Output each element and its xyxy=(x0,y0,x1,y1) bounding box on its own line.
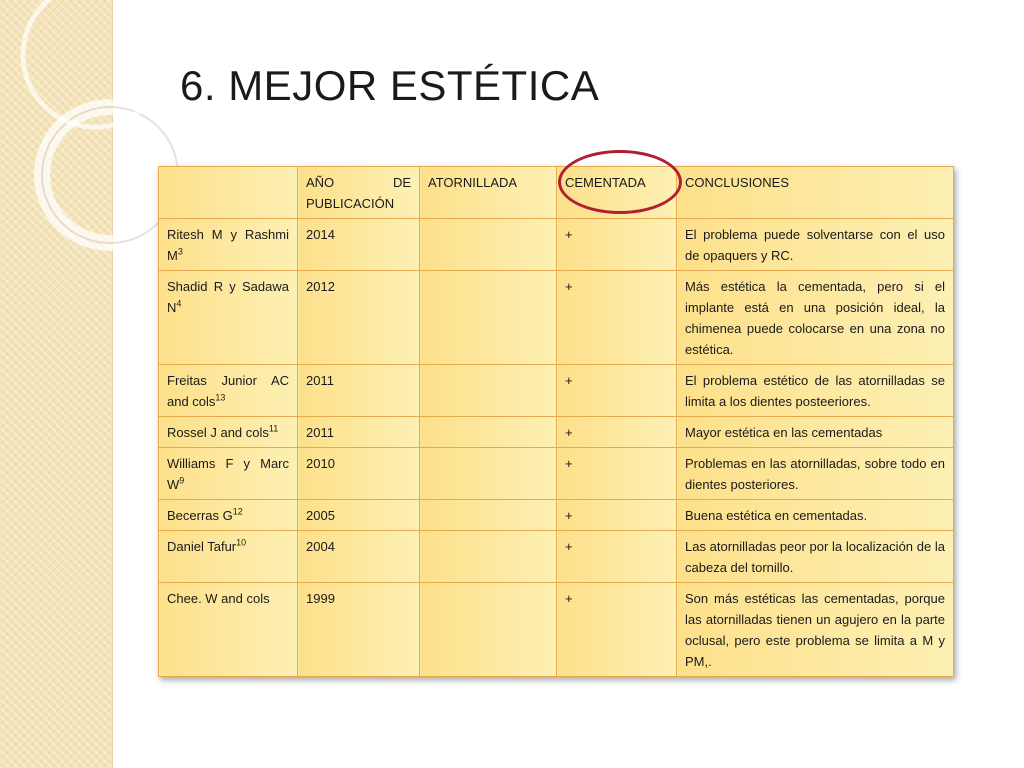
year-cell-text: 1999 xyxy=(306,591,335,606)
conclusion-cell-text: Mayor estética en las cementadas xyxy=(685,425,883,440)
author-cell xyxy=(159,531,298,583)
header-cell-empty xyxy=(159,167,298,219)
conclusion-cell-text: Buena estética en cementadas. xyxy=(685,508,868,523)
table-row xyxy=(159,365,954,417)
table-header-row xyxy=(159,167,954,219)
cementada-cell xyxy=(557,417,677,448)
cementada-cell-text: + xyxy=(565,227,573,242)
cementada-highlight-circle xyxy=(558,150,682,214)
year-cell xyxy=(298,365,420,417)
table-row xyxy=(159,500,954,531)
author-cell-text: Becerras G xyxy=(167,508,233,523)
author-cell-text: Daniel Tafur xyxy=(167,539,237,554)
conclusion-cell xyxy=(677,500,954,531)
table-row xyxy=(159,219,954,271)
atornillada-cell xyxy=(420,500,557,531)
year-cell-text: 2005 xyxy=(306,508,335,523)
author-cell-text: Rossel J and cols xyxy=(167,425,269,440)
cementada-cell-text: + xyxy=(565,539,573,554)
cementada-cell-text: + xyxy=(565,591,573,606)
reference-number: 3 xyxy=(177,246,183,257)
author-cell-text: Freitas Junior AC and cols xyxy=(167,373,289,409)
cementada-cell xyxy=(557,500,677,531)
cementada-cell-text: + xyxy=(565,456,573,471)
conclusion-cell xyxy=(677,271,954,365)
author-cell xyxy=(159,365,298,417)
year-cell xyxy=(298,583,420,677)
cementada-cell xyxy=(557,219,677,271)
conclusion-cell xyxy=(677,531,954,583)
header-cell-cementada: CEMENTADA xyxy=(557,167,677,219)
author-cell xyxy=(159,271,298,365)
slide-title: 6. MEJOR ESTÉTICA xyxy=(180,62,600,109)
header-cell-conclusiones: CONCLUSIONES xyxy=(677,167,954,219)
year-cell-text: 2014 xyxy=(306,227,335,242)
reference-number: 12 xyxy=(232,506,243,517)
reference-number: 4 xyxy=(176,298,182,309)
author-cell xyxy=(159,417,298,448)
year-cell-text: 2010 xyxy=(306,456,335,471)
atornillada-cell xyxy=(420,271,557,365)
year-cell-text: 2011 xyxy=(306,425,334,440)
conclusion-cell-text: El problema estético de las atornilladas se limita a los dientes posteeriores. xyxy=(685,373,945,409)
conclusion-cell-text: Problemas en las atornilladas, sobre todo en dientes posteriores. xyxy=(685,456,945,492)
table-body xyxy=(159,219,954,677)
year-cell xyxy=(298,417,420,448)
cementada-cell xyxy=(557,583,677,677)
reference-number: 9 xyxy=(179,475,185,486)
reference-number: 13 xyxy=(215,392,226,403)
header-cell-atornillada: ATORNILLADA xyxy=(420,167,557,219)
atornillada-cell xyxy=(420,583,557,677)
year-cell xyxy=(298,448,420,500)
cementada-cell-text: + xyxy=(565,373,573,388)
year-cell xyxy=(298,500,420,531)
table-row xyxy=(159,448,954,500)
table-row xyxy=(159,271,954,365)
cementada-cell xyxy=(557,271,677,365)
year-cell-text: 2012 xyxy=(306,279,335,294)
author-cell xyxy=(159,583,298,677)
conclusion-cell-text: Son más estéticas las cementadas, porque las atornilladas tienen un agujero en la parte oclusal, pero este problema se limita a M y PM,. xyxy=(685,591,945,669)
header-cell-year: AÑO DE PUBLICACIÓN xyxy=(298,167,420,219)
cementada-cell xyxy=(557,531,677,583)
conclusion-cell-text: Las atornilladas peor por la localización de la cabeza del tornillo. xyxy=(685,539,945,575)
conclusion-cell xyxy=(677,583,954,677)
author-cell-text: Chee. W and cols xyxy=(167,591,270,606)
reference-number: 11 xyxy=(268,423,279,434)
atornillada-cell xyxy=(420,448,557,500)
conclusion-cell xyxy=(677,448,954,500)
author-cell xyxy=(159,219,298,271)
table-row xyxy=(159,531,954,583)
author-cell-text: Williams F y Marc W xyxy=(167,456,289,492)
year-cell-text: 2004 xyxy=(306,539,335,554)
year-cell xyxy=(298,271,420,365)
cementada-cell xyxy=(557,365,677,417)
atornillada-cell xyxy=(420,531,557,583)
table-row xyxy=(159,583,954,677)
atornillada-cell xyxy=(420,417,557,448)
conclusion-cell-text: El problema puede solventarse con el uso de opaquers y RC. xyxy=(685,227,945,263)
studies-table-container xyxy=(158,166,954,677)
cementada-cell-text: + xyxy=(565,279,573,294)
author-cell xyxy=(159,448,298,500)
cementada-cell-text: + xyxy=(565,425,573,440)
cementada-cell xyxy=(557,448,677,500)
author-cell xyxy=(159,500,298,531)
author-cell-text: Ritesh M y Rashmi M xyxy=(167,227,289,263)
reference-number: 10 xyxy=(236,537,247,548)
year-cell xyxy=(298,219,420,271)
cementada-cell-text: + xyxy=(565,508,573,523)
table-row xyxy=(159,417,954,448)
atornillada-cell xyxy=(420,219,557,271)
author-cell-text: Shadid R y Sadawa N xyxy=(167,279,289,315)
studies-table xyxy=(158,166,954,677)
conclusion-cell xyxy=(677,365,954,417)
year-cell xyxy=(298,531,420,583)
conclusion-cell xyxy=(677,219,954,271)
conclusion-cell-text: Más estética la cementada, pero si el implante está en una posición ideal, la chimenea puede colocarse en una zona no estética. xyxy=(685,279,945,357)
conclusion-cell xyxy=(677,417,954,448)
year-cell-text: 2011 xyxy=(306,373,334,388)
atornillada-cell xyxy=(420,365,557,417)
